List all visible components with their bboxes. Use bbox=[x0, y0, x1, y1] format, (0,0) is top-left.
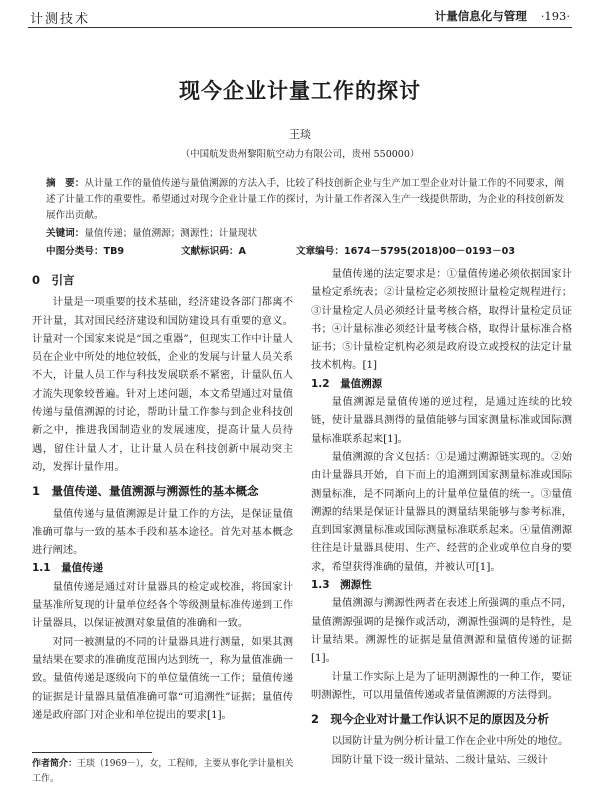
page-number: ·193· bbox=[540, 9, 570, 23]
abstract-label: 摘 要： bbox=[46, 178, 85, 189]
abstract bbox=[46, 176, 571, 223]
paragraph: 量值溯源与溯源性两者在表述上所强调的重点不同，量值溯源强调的是操作或活动，溯源性强调的是特性，是计量结果。溯源性的证据是量值测源和量值传递的证据[1]。 bbox=[311, 597, 572, 665]
keywords-label: 关键词： bbox=[46, 228, 85, 239]
footnote-text: 王琰（1969－），女，工程师，主要从事化学计量相关工作。 bbox=[32, 759, 294, 784]
section-1-1-heading: 1.1 量值传递 bbox=[32, 562, 104, 575]
section-1-2-heading: 1.2 量值溯源 bbox=[311, 377, 383, 390]
paper-title: 现今企业计量工作的探讨 bbox=[179, 79, 421, 103]
clc-number: 中图分类号：TB9 bbox=[46, 246, 125, 257]
footnote-label: 作者简介： bbox=[32, 759, 78, 769]
journal-name: 计测技术 bbox=[30, 12, 91, 27]
keywords-text: 量值传递；量值溯源；测源性；计量现状 bbox=[84, 228, 258, 239]
abstract-text: 从计量工作的量值传递与量值溯源的方法入手，比较了科技创新企业与生产加工型企业对计量工作的不同要求，阐述了计量工作的重要性。希望通过对现今企业计量工作的探讨，为计量工作者深入生产一线提供帮助，为企业的科技创新发展作出贡献。 bbox=[46, 178, 565, 221]
article-number: 文章编号：1674－5795(2018)00－0193－03 bbox=[296, 246, 516, 257]
section-name: 计量信息化与管理 bbox=[434, 9, 527, 23]
section-1-heading: 1 量值传递、量值溯源与溯源性的基本概念 bbox=[32, 484, 259, 499]
running-header bbox=[435, 8, 570, 24]
classification-line bbox=[46, 243, 571, 257]
section-0-heading: 0 引言 bbox=[32, 273, 75, 287]
section-1-3-heading: 1.3 溯源性 bbox=[311, 579, 372, 592]
paragraph: 对同一被测量的不同的计量器具进行测量，如果其测量结果在要求的准确度范围内达到统一，称为量值准确一致。量值传递是逐级向下的单位量值统一工作；量值传递的证据是计量器具量值准确可靠“可追溯性”证据；量值传递是政府部门对企业和单位提出的要求[1]。 bbox=[32, 635, 293, 721]
footnote-rule bbox=[32, 752, 152, 753]
paragraph: 量值传递是通过对计量器具的检定或校准，将国家计量基准所复现的计量单位经各个等级测量标准传递到工作计量器具，以保证被测对象量值的准确和一致。 bbox=[32, 580, 293, 630]
paragraph: 量值传递的法定要求是：①量值传递必须依据国家计量检定系统表；②计量检定必须按照计量检定规程进行；③计量检定人员必须经计量考核合格，取得计量检定员证书；④计量标准必须经计量考核合格，取得计量标准合格证书；⑤计量检定机构必须是政府设立或授权的法定计量技术机构。[1] bbox=[311, 268, 572, 372]
document-code: 文献标识码：A bbox=[181, 246, 246, 257]
left-column bbox=[32, 265, 293, 724]
keywords bbox=[46, 225, 571, 239]
paragraph: 量值溯源是量值传递的逆过程，是通过连续的比较链，使计量器具测得的量值能够与国家测量标准或国际测量标准联系起来[1]。 bbox=[311, 396, 572, 445]
paragraph: 计量工作实际上是为了证明测源性的一种工作，要证明测源性，可以用量值传递或者量值溯源的方法得到。 bbox=[311, 670, 572, 701]
paragraph: 国防计量下设一级计量站、二级计量站、三级计 bbox=[331, 753, 548, 766]
paragraph: 量值溯源的含义包括：①是通过溯源链实现的。②始由计量器具开始，自下而上的追溯到国家测量标准或国际测量标准，是不同渐向上的计量单位量值的统一。③量值溯源的结果是保证计量器具的测量结果能够与参考标准，直到国家测量标准或国际测量标准联系起来。④量值溯源往往是计量器具使用、生产、经营的企业或单位自身的要求，希望获得准确的量值，并被认可[1]。 bbox=[311, 450, 572, 573]
author-footnote bbox=[32, 757, 297, 787]
affiliation: （中国航发贵州黎阳航空动力有限公司，贵州 550000） bbox=[180, 149, 420, 160]
right-column bbox=[311, 265, 572, 769]
section-2-heading: 2 现今企业对计量工作认识不足的原因及分析 bbox=[311, 712, 549, 727]
paragraph: 计量是一项重要的技术基础，经济建设各部门都离不开计量，其对国民经济建设和国防建设具有重要的意义。计量对一个国家来说是“国之重器”，但现实工作中计量人员在企业中所处的地位较低，企业的发展与计量人员关系不大，计量人员工作与科技发展联系不紧密，计量队伍人才流失现象较普遍。针对上述问题，本文希望通过对量值传递与量值溯源的讨论，帮助计量工作参与到企业科技创新之中，推进我国制造业的发展速度，提高计量人员待遇，留住计量人才，让计量人员在科技创新中展动突主动，发挥计量作用。 bbox=[32, 296, 293, 473]
header-rule bbox=[28, 27, 572, 28]
author: 王琰 bbox=[289, 128, 311, 141]
paragraph: 以国防计量为例分析计量工作在企业中所处的地位。 bbox=[331, 735, 569, 748]
paragraph: 量值传递与量值溯源是计量工作的方法，是保证量值准确可靠与一致的基本手段和基本途径。首先对基本概念进行阐述。 bbox=[32, 507, 293, 557]
